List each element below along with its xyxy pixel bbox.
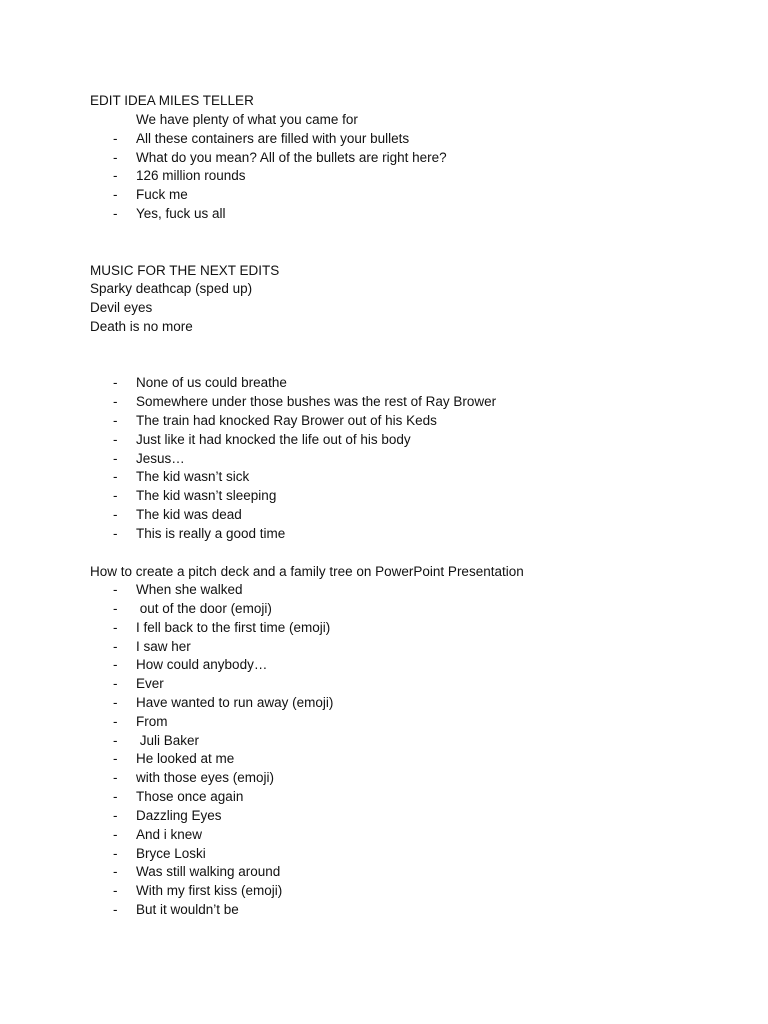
list-item: Just like it had knocked the life out of his body	[136, 432, 411, 447]
bullet-marker: -	[113, 902, 118, 917]
bullet-marker: -	[113, 469, 118, 484]
bullet-marker: -	[113, 375, 118, 390]
bullet-marker: -	[113, 714, 118, 729]
bullet-marker: -	[113, 394, 118, 409]
list-item: Dazzling Eyes	[136, 808, 222, 823]
list-item: What do you mean? All of the bullets are right here?	[136, 150, 447, 165]
list-item: I fell back to the first time (emoji)	[136, 620, 331, 635]
bullet-marker: -	[113, 168, 118, 183]
list-item: Those once again	[136, 789, 244, 804]
bullet-marker: -	[113, 789, 118, 804]
list-item: I saw her	[136, 639, 191, 654]
list-item: Yes, fuck us all	[136, 206, 226, 221]
bullet-marker: -	[113, 582, 118, 597]
bullet-marker: -	[113, 413, 118, 428]
list-item: Jesus…	[136, 451, 185, 466]
list-item: Fuck me	[136, 187, 188, 202]
section2-heading: MUSIC FOR THE NEXT EDITS	[90, 263, 280, 278]
list-item: Bryce Loski	[136, 846, 206, 861]
list-item: When she walked	[136, 582, 243, 597]
bullet-marker: -	[113, 206, 118, 221]
list-item: with those eyes (emoji)	[136, 770, 275, 785]
list-item: The kid wasn’t sleeping	[136, 488, 277, 503]
bullet-marker: -	[113, 676, 118, 691]
list-item: The train had knocked Ray Brower out of his Keds	[136, 413, 437, 428]
bullet-marker: -	[113, 451, 118, 466]
bullet-marker: -	[113, 150, 118, 165]
list-item: Somewhere under those bushes was the rest of Ray Brower	[136, 394, 497, 409]
bullet-marker: -	[113, 883, 118, 898]
bullet-marker: -	[113, 751, 118, 766]
music-line: Death is no more	[90, 319, 193, 334]
list-item: 126 million rounds	[136, 168, 246, 183]
list-item: How could anybody…	[136, 657, 268, 672]
bullet-marker: -	[113, 808, 118, 823]
list-item: But it wouldn’t be	[136, 902, 239, 917]
bullet-marker: -	[113, 827, 118, 842]
bullet-marker: -	[113, 432, 118, 447]
list-item: And i knew	[136, 827, 203, 842]
list-item: None of us could breathe	[136, 375, 287, 390]
list-item: out of the door (emoji)	[136, 601, 272, 616]
list-item: With my first kiss (emoji)	[136, 883, 283, 898]
section1-heading: EDIT IDEA MILES TELLER	[90, 93, 254, 108]
bullet-marker: -	[113, 733, 118, 748]
bullet-marker: -	[113, 639, 118, 654]
bullet-marker: -	[113, 187, 118, 202]
music-line: Sparky deathcap (sped up)	[90, 281, 253, 296]
bullet-marker: -	[113, 864, 118, 879]
list-item: The kid was dead	[136, 507, 242, 522]
list-item: He looked at me	[136, 751, 235, 766]
list-item: From	[136, 714, 168, 729]
bullet-marker: -	[113, 601, 118, 616]
bullet-marker: -	[113, 526, 118, 541]
bullet-marker: -	[113, 507, 118, 522]
bullet-marker: -	[113, 620, 118, 635]
bullet-marker: -	[113, 846, 118, 861]
list-item: Juli Baker	[136, 733, 200, 748]
bullet-marker: -	[113, 770, 118, 785]
list-item: Ever	[136, 676, 164, 691]
list-item: All these containers are filled with your bullets	[136, 131, 410, 146]
bullet-marker: -	[113, 131, 118, 146]
bullet-marker: -	[113, 695, 118, 710]
bullet-marker: -	[113, 657, 118, 672]
section4-heading: How to create a pitch deck and a family tree on PowerPoint Presentation	[90, 564, 524, 579]
section1-intro: We have plenty of what you came for	[136, 112, 358, 127]
bullet-marker: -	[113, 488, 118, 503]
list-item: This is really a good time	[136, 526, 286, 541]
list-item: The kid wasn’t sick	[136, 469, 250, 484]
music-line: Devil eyes	[90, 300, 153, 315]
list-item: Was still walking around	[136, 864, 281, 879]
list-item: Have wanted to run away (emoji)	[136, 695, 334, 710]
